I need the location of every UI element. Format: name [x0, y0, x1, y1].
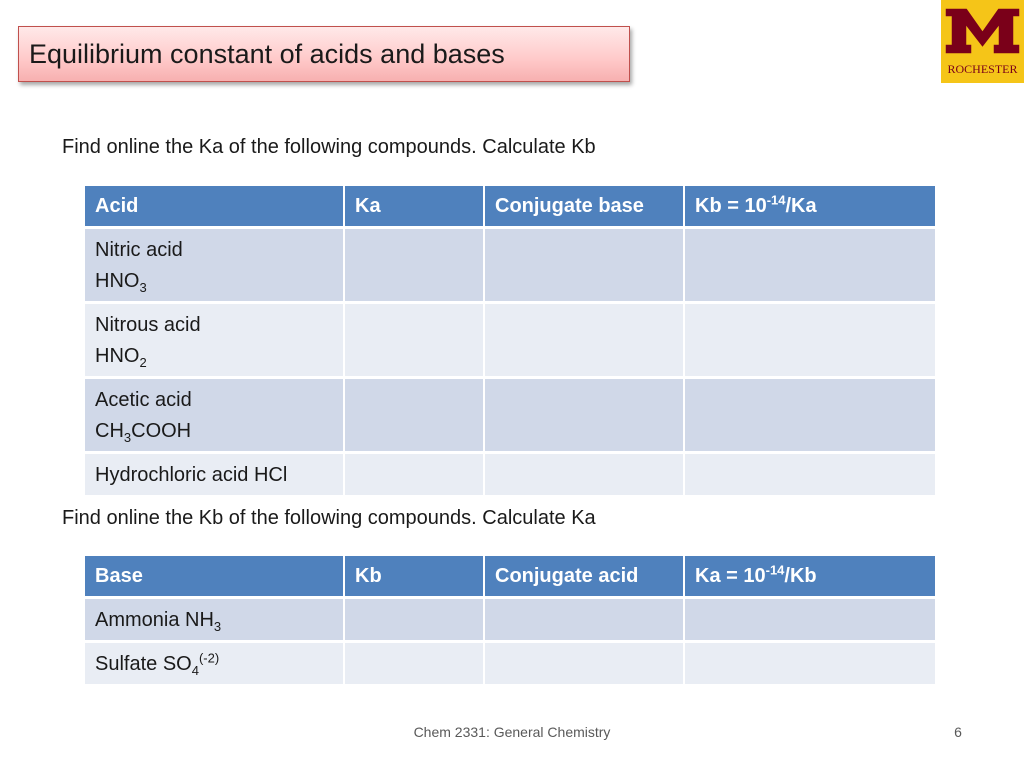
ka-cell [685, 643, 935, 684]
kb-cell [345, 599, 483, 640]
header-acid: Acid [85, 186, 343, 226]
kb-cell [685, 379, 935, 451]
header-ka: Ka [345, 186, 483, 226]
table-row [85, 454, 935, 495]
acid-cell: Nitrous acid $HNO_2$ [85, 304, 343, 376]
conjugate-base-cell [485, 454, 683, 495]
base-table [83, 553, 937, 687]
table-row [85, 379, 935, 451]
header-kb-formula: $Kb = 10^{-14}/Ka$ [685, 186, 935, 226]
acid-cell: Acetic acid $CH_3COOH$ [85, 379, 343, 451]
header-ka-formula: $Ka = 10^{-14}/Kb$ [685, 556, 935, 596]
kb-cell [685, 454, 935, 495]
kb-cell [685, 304, 935, 376]
table-row [85, 304, 935, 376]
header-base: Base [85, 556, 343, 596]
acid-prompt: Find online the Ka of the following compounds. Calculate Kb [62, 136, 596, 158]
header-conjugate-acid: Conjugate acid [485, 556, 683, 596]
block-m-icon [941, 0, 1024, 62]
base-cell: Ammonia $NH_3$ [85, 599, 343, 640]
conjugate-base-cell [485, 379, 683, 451]
conjugate-acid-cell [485, 599, 683, 640]
header-kb: Kb [345, 556, 483, 596]
conjugate-acid-cell [485, 643, 683, 684]
table-row [85, 599, 935, 640]
base-prompt: Find online the Kb of the following compounds. Calculate Ka [62, 507, 596, 529]
footer-text: Chem 2331: General Chemistry [413, 724, 611, 740]
base-cell: Sulfate $SO_4^{(-2)}$ [85, 643, 343, 684]
ka-cell [345, 454, 483, 495]
ka-cell [345, 229, 483, 301]
logo-text: ROCHESTER [947, 62, 1018, 76]
acid-table [83, 183, 937, 498]
ka-cell [685, 599, 935, 640]
ka-cell [345, 304, 483, 376]
conjugate-base-cell [485, 304, 683, 376]
conjugate-base-cell [485, 229, 683, 301]
table-header-row [85, 186, 935, 226]
table-row [85, 643, 935, 684]
header-conjugate-base: Conjugate base [485, 186, 683, 226]
acid-cell: Hydrochloric acid HCl [85, 454, 343, 495]
acid-cell: Nitric acid $HNO_3$ [85, 229, 343, 301]
table-row [85, 229, 935, 301]
page-number: 6 [954, 724, 962, 740]
kb-cell [345, 643, 483, 684]
slide-title [18, 26, 630, 82]
university-logo [941, 0, 1024, 83]
kb-cell [685, 229, 935, 301]
slide-title-text: Equilibrium constant of acids and bases [29, 38, 505, 69]
table-header-row [85, 556, 935, 596]
ka-cell [345, 379, 483, 451]
